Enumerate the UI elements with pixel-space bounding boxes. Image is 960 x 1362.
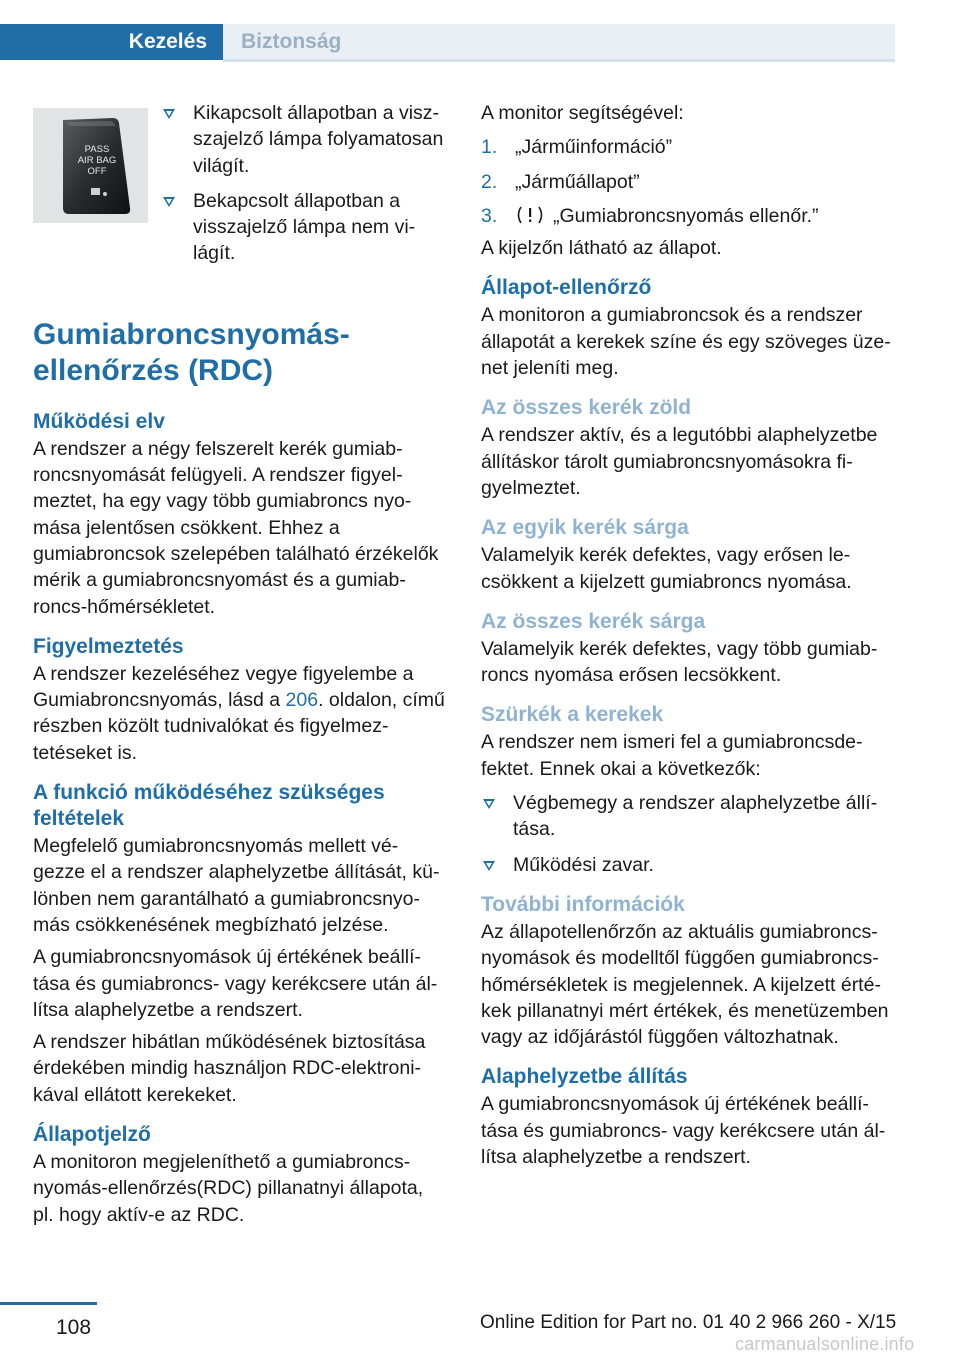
step-number: 3. [481, 204, 498, 227]
chapter-tab-bar [0, 24, 895, 62]
heading-alaphelyzetbe-allitas: Alaphelyzetbe állítás [481, 1065, 688, 1089]
paragraph: Valamelyik kerék defektes, vagy erősen le‐csökkent a kijelzett gumiabroncs nyomása. [481, 544, 852, 593]
subheading-tovabbi-informaciok: További információk [481, 892, 685, 916]
paragraph: A monitor segítségével: [481, 102, 684, 124]
paragraph [33, 661, 449, 766]
airbag-label-2: AIR BAG [77, 155, 117, 166]
list-item [161, 188, 449, 267]
step-text: „Gumiabroncsnyomás ellenőr.” [553, 204, 819, 227]
tab-biztonsag-label: Biztonság [241, 30, 342, 53]
step-text: „Járműállapot” [515, 170, 640, 193]
footer-rule [0, 1302, 97, 1305]
airbag-label-1: PASS [84, 144, 110, 155]
left-column [33, 100, 449, 1234]
section-title: Gumiabroncsnyomás-ellenőrzés (RDC) [33, 317, 350, 387]
list-item [481, 852, 895, 878]
subheading-egyik-sarga: Az egyik kerék sárga [481, 516, 689, 540]
paragraph: A kijelzőn látható az állapot. [481, 237, 722, 260]
tab-underline [223, 59, 895, 62]
paragraph: A gumiabroncsnyomások új értékének beállí‐tása és gumiabroncs- vagy kerékcsere után ál‐lítsa alaphelyzetbe a rendszert. [33, 946, 438, 1021]
step-number: 2. [481, 170, 498, 193]
paragraph: A rendszer aktív, és a legutóbbi alaphelyzetbe állításkor tárolt gumiabroncsnyomásokra fi‐gyelmeztet. [481, 424, 878, 499]
heading-allapotjelzo: Állapotjelző [33, 1123, 151, 1147]
triangle-bullet-icon [483, 799, 495, 809]
paragraph: A rendszer nem ismeri fel a gumiabroncsde‐fektet. Ennek okai a következők: [481, 731, 863, 780]
step-number: 1. [481, 136, 498, 159]
list-item [481, 790, 895, 843]
bullet-text: Végbemegy a rendszer alaphelyzetbe állí‐tása. [513, 792, 878, 841]
page-number: 108 [56, 1316, 92, 1339]
heading-allapot-ellenorzo: Állapot-ellenőrző [481, 276, 652, 300]
tab-kezeles[interactable] [0, 24, 223, 60]
watermark: carmanualsonline.info [735, 1334, 915, 1354]
subheading-osszes-sarga: Az összes kerék sárga [481, 609, 706, 633]
paragraph: A rendszer hibátlan működésének biztosítása érdekében mindig használjon RDC-elektroni‐kával ellátott kerekeket. [33, 1031, 426, 1106]
heading-figyelmeztetes: Figyelmeztetés [33, 634, 184, 658]
subheading-osszes-zold: Az összes kerék zöld [481, 396, 692, 420]
subheading-szurkek: Szürkék a kerekek [481, 703, 664, 727]
paragraph: A monitoron a gumiabroncsok és a rendszer állapotát a kerekek színe és egy szöveges üze‐net jeleníti meg. [481, 304, 891, 380]
paragraph: Az állapotellenőrzőn az aktuális gumiabroncs‐nyomások és modelltől függően gumiabroncs-hőmérsékletek is megjelennek. A kijelzett érté‐kek pillanatnyi mért értékek, és menetüzemben vagy az időjárástól függően változhatnak. [481, 920, 889, 1049]
paragraph-text: A rendszer kezeléséhez vegye figyelembe a Gumiabroncsnyomás, lásd a [33, 662, 414, 712]
triangle-bullet-icon [483, 861, 495, 871]
step-item [481, 203, 895, 229]
list-item [161, 100, 449, 179]
airbag-label-3: OFF [87, 166, 107, 177]
step-text: „Járműinformáció” [515, 136, 673, 159]
paragraph: Valamelyik kerék defektes, vagy több gumiab‐roncs nyomása erősen lecsökkent. [481, 637, 878, 687]
triangle-bullet-icon [163, 197, 175, 207]
heading-feltetelek: A funkció működéséhez szükséges feltételek [33, 781, 385, 831]
tab-kezeles-label: Kezelés [128, 30, 207, 53]
bullet-text: Bekapcsolt állapotban a visszajelző lámpa nem vi‐lágít. [193, 189, 416, 265]
tire-pressure-icon [515, 205, 545, 225]
heading-mukodesi-elv: Működési elv [33, 409, 165, 433]
paragraph: A gumiabroncsnyomások új értékének beállí‐tása és gumiabroncs- vagy kerékcsere után ál‐lítsa alaphelyzetbe a rendszert. [481, 1093, 886, 1169]
tab-biztonsag[interactable] [223, 24, 895, 60]
bullet-text: Működési zavar. [513, 853, 654, 876]
paragraph-text: . oldalon, című részben közölt tudnivalókat és figyelmez‐tetéseket is. [33, 689, 445, 764]
step-item [481, 169, 895, 195]
right-column [481, 100, 895, 1176]
page-link-206[interactable]: 206 [285, 689, 319, 712]
paragraph: A monitoron megjeleníthető a gumiabroncs‐nyomás-ellenőrzés(RDC) pillanatnyi állapota, pl. hogy aktív-e az RDC. [33, 1151, 424, 1226]
paragraph: A rendszer a négy felszerelt kerék gumiab‐roncsnyomását felügyeli. A rendszer figyel‐meztet, ha egy vagy több gumiabroncs nyo‐mása jelentősen csökkent. Ehhez a gumiabroncsok szelepében található érzékelők mérik a gumiabroncsnyomást és a gumiab‐roncs-hőmérsékletet. [33, 437, 439, 618]
step-item [481, 134, 895, 160]
edition-text: Online Edition for Part no. 01 40 2 966 260 - X/15 [480, 1312, 897, 1333]
triangle-bullet-icon [163, 109, 175, 119]
paragraph: Megfelelő gumiabroncsnyomás mellett vé‐gezze el a rendszer alaphelyzetbe állítását, kü‐lönben nem garantálható a gumiabroncsnyo‐más csökkenésének megbízható jelzése. [33, 835, 440, 936]
bullet-text: Kikapcsolt állapotban a visz‐szajelző lámpa folyamatosan világít. [193, 102, 444, 177]
